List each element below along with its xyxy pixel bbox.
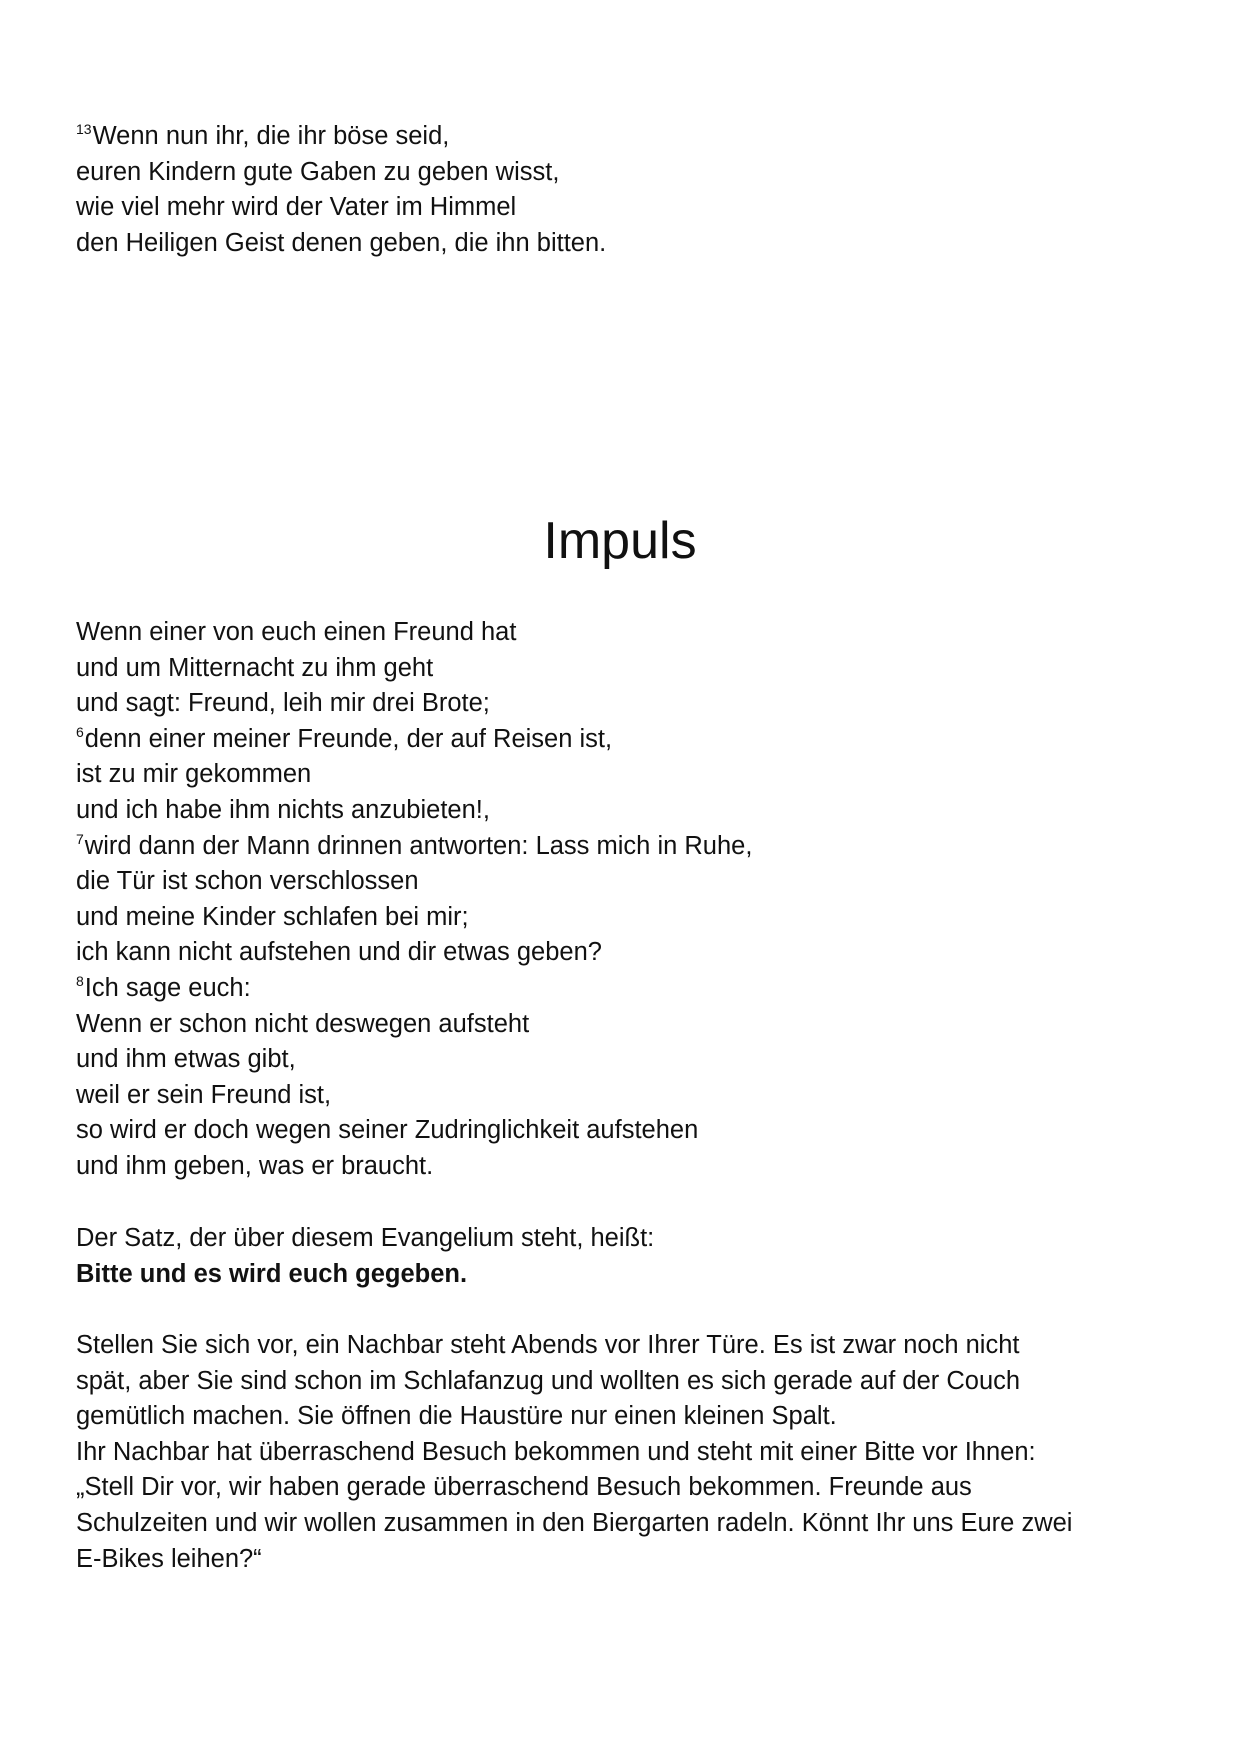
verse-text: Ich sage euch: bbox=[84, 973, 251, 1002]
verse-line: wie viel mehr wird der Vater im Himmel bbox=[76, 193, 517, 222]
key-sentence-bold: Bitte und es wird euch gegeben. bbox=[76, 1259, 468, 1288]
parable-line: und sagt: Freund, leih mir drei Brote; bbox=[76, 689, 490, 718]
paragraph-line: spät, aber Sie sind schon im Schlafanzug und wollten es sich gerade auf der Couch bbox=[76, 1366, 1021, 1395]
parable-line: und ihm etwas gibt, bbox=[76, 1045, 296, 1074]
paragraph-line: „Stell Dir vor, wir haben gerade überraschend Besuch bekommen. Freunde aus bbox=[76, 1473, 972, 1502]
parable-line: und um Mitternacht zu ihm geht bbox=[76, 653, 434, 682]
parable-line: ich kann nicht aufstehen und dir etwas geben? bbox=[76, 938, 602, 967]
verse-text: Wenn nun ihr, die ihr böse seid, bbox=[92, 122, 450, 150]
section-heading: Impuls bbox=[543, 512, 697, 570]
parable-line: die Tür ist schon verschlossen bbox=[76, 867, 419, 896]
paragraph-line: Stellen Sie sich vor, ein Nachbar steht Abends vor Ihrer Türe. Es ist zwar noch nicht bbox=[76, 1331, 1020, 1359]
parable-line: Wenn er schon nicht deswegen aufsteht bbox=[76, 1009, 530, 1038]
parable-line bbox=[76, 722, 1176, 758]
parable-block bbox=[76, 615, 1176, 1185]
parable-line: und ich habe ihm nichts anzubieten!, bbox=[76, 795, 490, 824]
parable-line: so wird er doch wegen seiner Zudringlichkeit aufstehen bbox=[76, 1116, 699, 1145]
verse-line: euren Kindern gute Gaben zu geben wisst, bbox=[76, 157, 560, 186]
verse-text: wird dann der Mann drinnen antworten: Lass mich in Ruhe, bbox=[84, 831, 753, 860]
parable-line: ist zu mir gekommen bbox=[76, 760, 312, 789]
paragraph-line: Schulzeiten und wir wollen zusammen in den Biergarten radeln. Könnt Ihr uns Eure zwei bbox=[76, 1508, 1073, 1537]
verse-13-block bbox=[76, 119, 1176, 261]
paragraph-line: gemütlich machen. Sie öffnen die Haustüre nur einen kleinen Spalt. bbox=[76, 1402, 837, 1431]
parable-line: Wenn einer von euch einen Freund hat bbox=[76, 618, 517, 646]
parable-line bbox=[76, 829, 1176, 865]
verse-text: denn einer meiner Freunde, der auf Reisen ist, bbox=[84, 724, 613, 753]
verse-line bbox=[76, 119, 1176, 155]
parable-line: und ihm geben, was er braucht. bbox=[76, 1151, 434, 1180]
paragraph-line: E-Bikes leihen?“ bbox=[76, 1544, 262, 1573]
verse-number: 8 bbox=[76, 972, 84, 989]
parable-line bbox=[76, 971, 1176, 1007]
verse-number: 7 bbox=[76, 830, 84, 847]
paragraph-line: Ihr Nachbar hat überraschend Besuch bekommen und steht mit einer Bitte vor Ihnen: bbox=[76, 1437, 1036, 1466]
verse-number: 6 bbox=[76, 723, 84, 740]
verse-number: 13 bbox=[76, 121, 92, 137]
parable-line: weil er sein Freund ist, bbox=[76, 1080, 332, 1109]
parable-line: und meine Kinder schlafen bei mir; bbox=[76, 902, 469, 931]
scenario-paragraph bbox=[76, 1328, 1176, 1577]
verse-line: den Heiligen Geist denen geben, die ihn bitten. bbox=[76, 228, 607, 257]
key-sentence-block bbox=[76, 1221, 1176, 1292]
key-sentence-intro: Der Satz, der über diesem Evangelium steht, heißt: bbox=[76, 1224, 655, 1252]
